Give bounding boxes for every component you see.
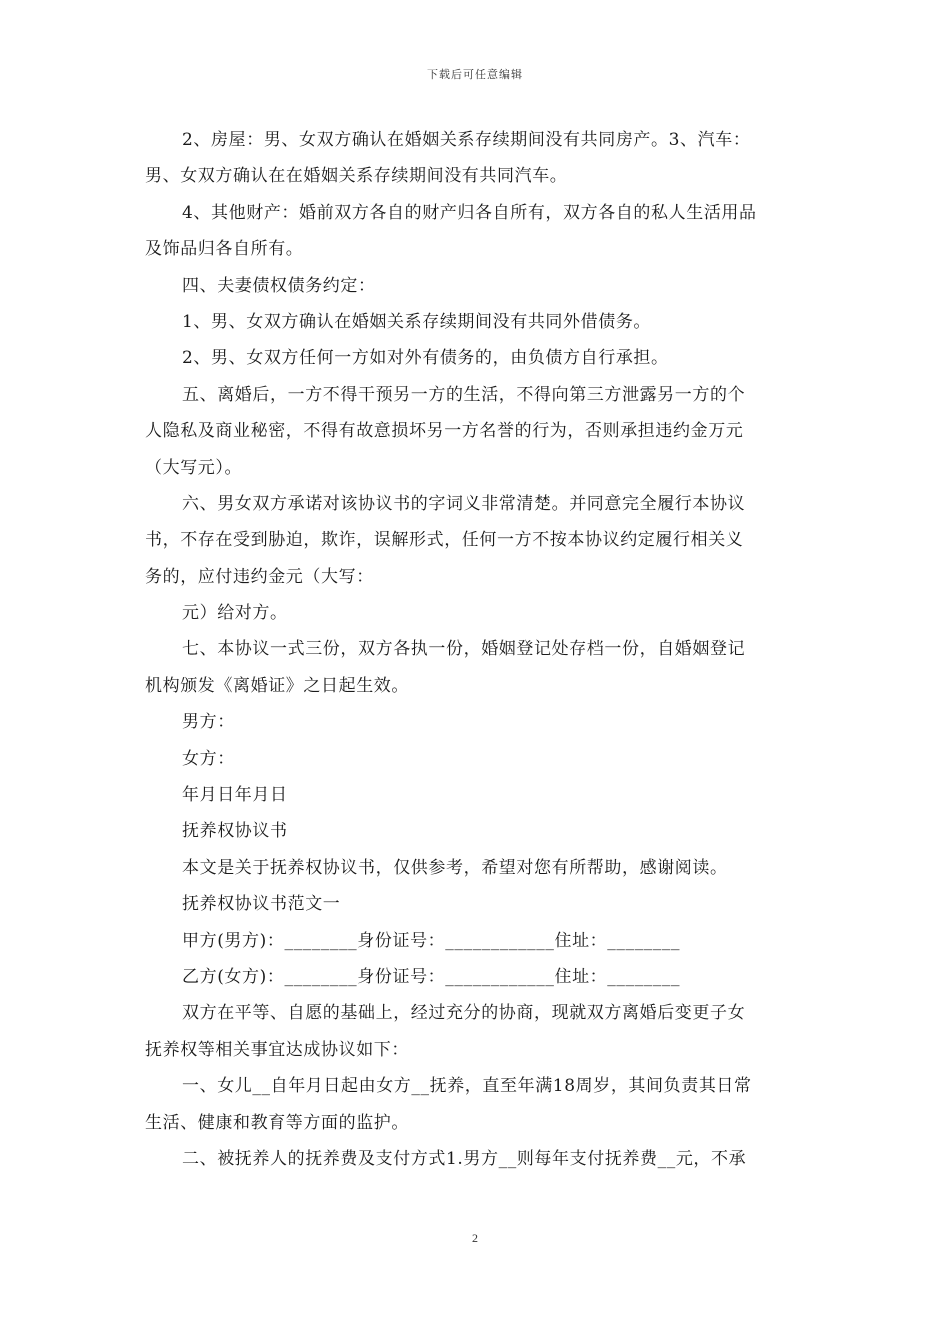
text-line: 抚养权协议书范文一	[182, 894, 341, 915]
text-line: 人隐私及商业秘密，不得有故意损坏另一方名誉的行为，否则承担违约金万元	[145, 421, 744, 442]
text-line: 务的，应付违约金元（大写：	[145, 566, 374, 587]
text-line: 1、男、女双方确认在婚姻关系存续期间没有共同外借债务。	[182, 311, 652, 332]
text-line: 年月日年月日	[182, 785, 288, 806]
text-line: 抚养权等相关事宜达成协议如下：	[145, 1039, 409, 1060]
document-body	[145, 122, 805, 1177]
page-number: 2	[472, 1231, 478, 1245]
text-line: 乙方(女方)：________身份证号：____________住址：________	[182, 966, 681, 987]
text-line: 七、本协议一式三份，双方各执一份，婚姻登记处存档一份，自婚姻登记	[182, 639, 746, 660]
text-line: 2、男、女双方任何一方如对外有债务的，由负债方自行承担。	[182, 348, 669, 369]
text-line: 双方在平等、自愿的基础上，经过充分的协商，现就双方离婚后变更子女	[182, 1003, 746, 1024]
text-line: 及饰品归各自所有。	[145, 239, 304, 260]
text-line: 男、女双方确认在在婚姻关系存续期间没有共同汽车。	[145, 166, 568, 187]
text-line: 4、其他财产：婚前双方各自的财产归各自所有，双方各自的私人生活用品	[182, 202, 757, 223]
text-line: 抚养权协议书	[182, 821, 288, 842]
text-line: （大写元）。	[145, 457, 243, 478]
text-line: 本文是关于抚养权协议书，仅供参考，希望对您有所帮助，感谢阅读。	[182, 857, 728, 878]
text-line: 甲方(男方)：________身份证号：____________住址：________	[182, 930, 681, 951]
text-line: 元）给对方。	[182, 603, 288, 624]
text-line: 六、男女双方承诺对该协议书的字词义非常清楚。并同意完全履行本协议	[182, 493, 746, 514]
text-line: 女方：	[182, 748, 235, 769]
text-line: 书，不存在受到胁迫，欺诈，误解形式，任何一方不按本协议约定履行相关义	[145, 530, 744, 551]
text-line: 机构颁发《离婚证》之日起生效。	[145, 675, 409, 696]
text-line: 一、女儿__自年月日起由女方__抚养，直至年满18周岁，其间负责其日常	[182, 1076, 752, 1097]
text-line: 二、被抚养人的抚养费及支付方式1.男方__则每年支付抚养费__元，不承	[182, 1148, 747, 1169]
text-line: 男方：	[182, 712, 235, 733]
text-line: 生活、健康和教育等方面的监护。	[145, 1112, 409, 1133]
text-line: 五、离婚后，一方不得干预另一方的生活，不得向第三方泄露另一方的个	[182, 384, 746, 405]
header-note: 下载后可任意编辑	[427, 68, 523, 81]
text-line: 2、房屋：男、女双方确认在婚姻关系存续期间没有共同房产。3、汽车：	[182, 130, 751, 150]
text-line: 四、夫妻债权债务约定：	[182, 275, 376, 296]
